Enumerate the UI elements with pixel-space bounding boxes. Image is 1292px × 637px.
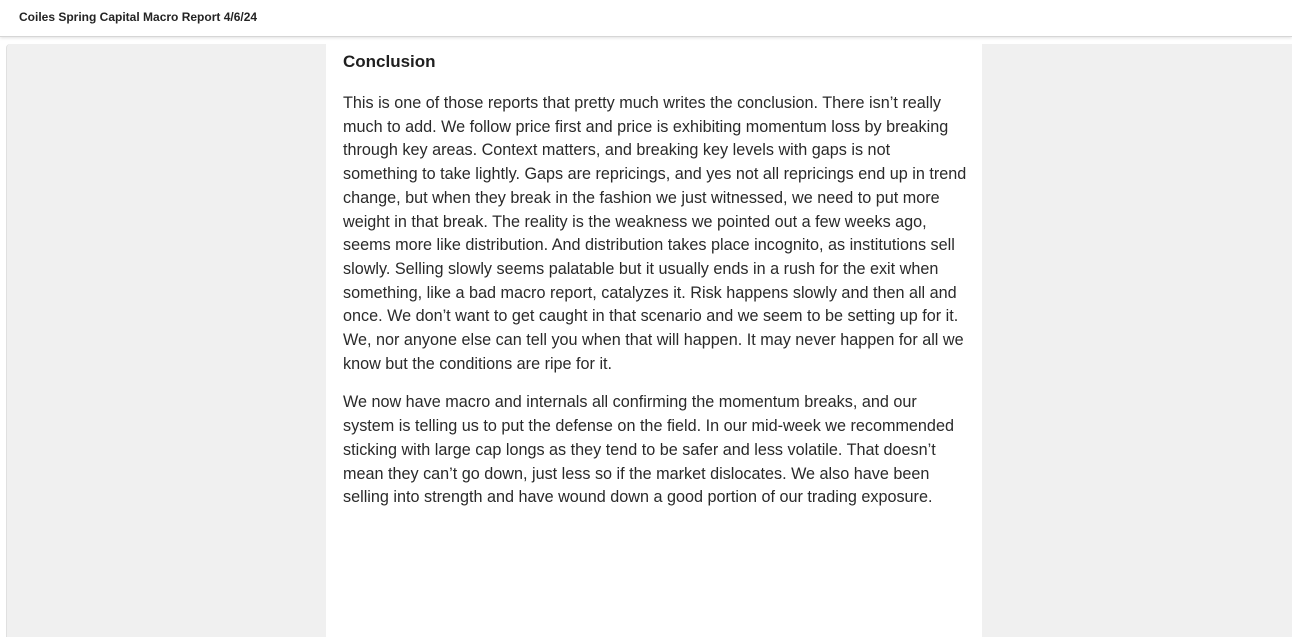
page-content (343, 51, 968, 510)
paragraph: We now have macro and internals all confirming the momentum breaks, and our system is telling us to put the defense on the field. In our mid-week we recommended sticking with large cap longs as they tend to be safer and less volatile. That doesn’t mean they can’t go down, just less so if the market dislocates. We also have been selling into strength and have wound down a good portion of our trading exposure. (343, 393, 954, 507)
document-title: Coiles Spring Capital Macro Report 4/6/24 (19, 10, 258, 24)
document-page (326, 44, 982, 637)
document-viewer[interactable] (6, 44, 1292, 637)
paragraph: This is one of those reports that pretty much writes the conclusion. There isn’t really much to add. We follow price first and price is exhibiting momentum loss by breaking through key areas. Context matters, and breaking key levels with gaps is not something to take lightly. Gaps are repricings, and yes not all repricings end up in trend change, but when they break in the fashion we just witnessed, we need to put more weight in that break. The reality is the weakness we pointed out a few weeks ago, seems more like distribution. And distribution takes place incognito, as institutions sell slowly. Selling slowly seems palatable but it usually ends in a rush for the exit when something, like a bad macro report, catalyzes it. Risk happens slowly and then all and once. We don’t want to get caught in that scenario and we seem to be setting up for it. We, nor anyone else can tell you when that will happen. It may never happen for all we know but the conditions are ripe for it. (343, 94, 967, 373)
section-heading: Conclusion (343, 52, 436, 71)
title-bar (0, 0, 1292, 37)
